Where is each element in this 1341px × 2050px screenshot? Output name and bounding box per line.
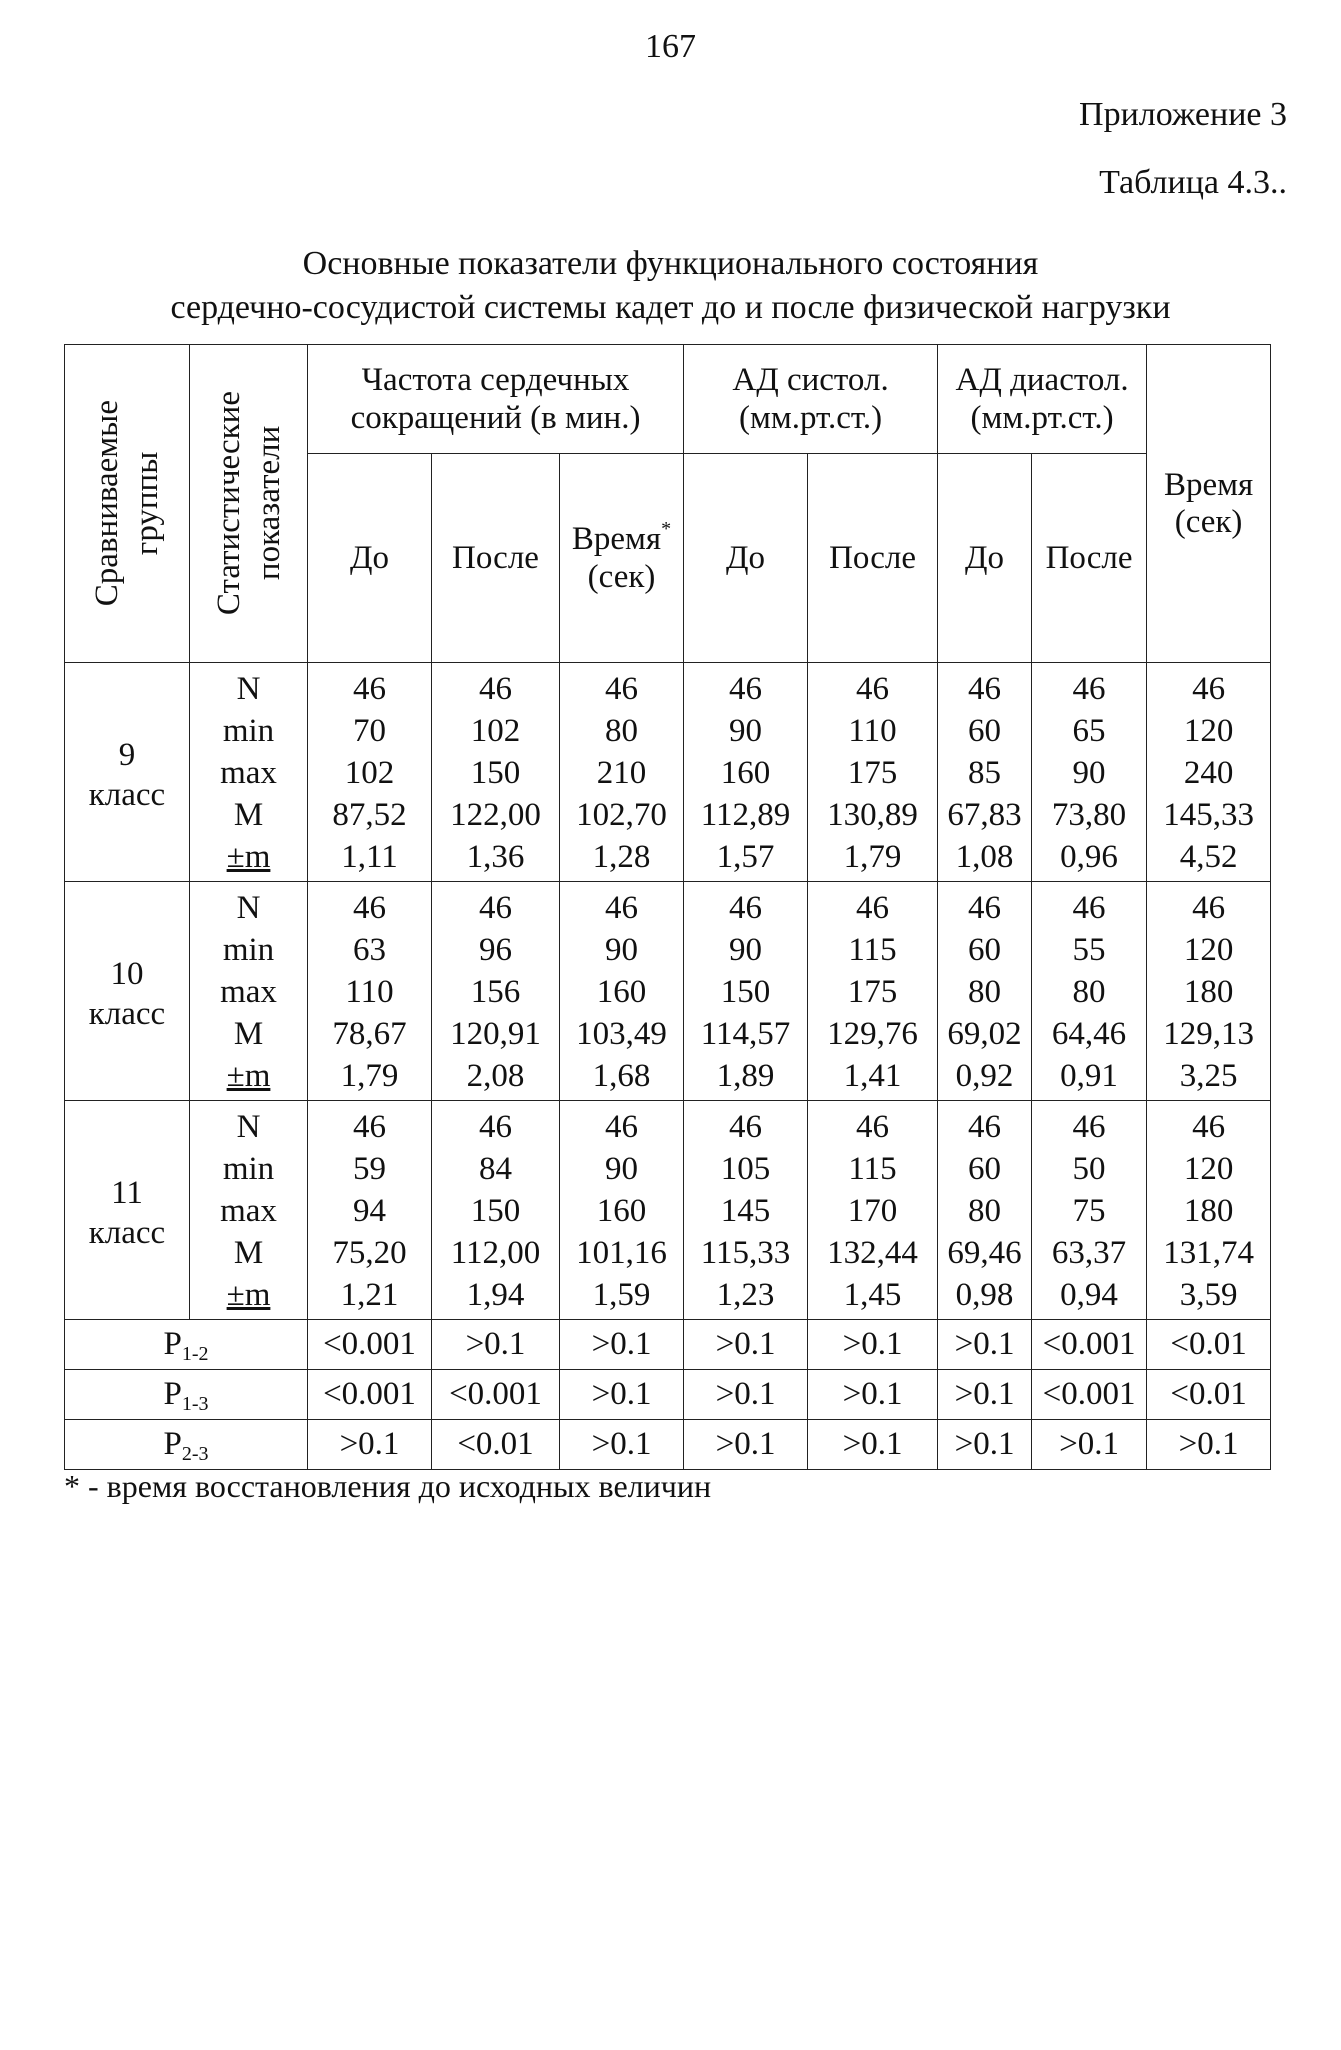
cell: 70 [308, 710, 432, 752]
table-row [65, 1190, 1271, 1232]
cell: >0.1 [684, 1370, 808, 1420]
cell: 46 [308, 882, 432, 930]
table-row [65, 1148, 1271, 1190]
cell: 102,70 [560, 794, 684, 836]
cell: 170 [808, 1190, 938, 1232]
cell: 0,91 [1032, 1055, 1147, 1101]
cell: 73,80 [1032, 794, 1147, 836]
cell: 90 [684, 929, 808, 971]
cell: 110 [308, 971, 432, 1013]
stat-label: ±m [190, 836, 308, 882]
table-row [65, 1274, 1271, 1320]
cell: 69,02 [938, 1013, 1032, 1055]
cell: 2,08 [432, 1055, 560, 1101]
cell: 60 [938, 710, 1032, 752]
cell: 46 [808, 663, 938, 711]
cell: 46 [684, 663, 808, 711]
cell: 90 [560, 929, 684, 971]
cell: 120,91 [432, 1013, 560, 1055]
cell: 1,08 [938, 836, 1032, 882]
cell: 94 [308, 1190, 432, 1232]
cell: 46 [1147, 882, 1271, 930]
cell: 64,46 [1032, 1013, 1147, 1055]
cell: 101,16 [560, 1232, 684, 1274]
cell: 120 [1147, 710, 1271, 752]
cell: 46 [308, 1101, 432, 1149]
title-line-2: сердечно-сосудистой системы кадет до и после физической нагрузки [170, 289, 1171, 326]
cell: 75,20 [308, 1232, 432, 1274]
stat-label: min [190, 929, 308, 971]
cell: 46 [1147, 663, 1271, 711]
cell: 46 [560, 663, 684, 711]
cell: >0.1 [1147, 1420, 1271, 1470]
cell: 90 [1032, 752, 1147, 794]
cell: >0.1 [808, 1420, 938, 1470]
cell: 1,94 [432, 1274, 560, 1320]
group-label: 11 класс [65, 1101, 190, 1320]
cell: 175 [808, 971, 938, 1013]
cell: 90 [560, 1148, 684, 1190]
cell: 85 [938, 752, 1032, 794]
cell: 129,13 [1147, 1013, 1271, 1055]
stat-label: N [190, 1101, 308, 1149]
cell: 1,68 [560, 1055, 684, 1101]
cell: 46 [684, 882, 808, 930]
group-label: 9 класс [65, 663, 190, 882]
stat-label: ±m [190, 1274, 308, 1320]
cell: <0.01 [1147, 1320, 1271, 1370]
group-9 [65, 663, 1271, 882]
cell: 50 [1032, 1148, 1147, 1190]
cell: <0.001 [1032, 1370, 1147, 1420]
table-row [65, 794, 1271, 836]
page-number: 167 [645, 28, 696, 65]
title-line-1: Основные показатели функционального состояния [302, 245, 1039, 282]
table-row [65, 929, 1271, 971]
cell: 46 [432, 882, 560, 930]
cell: <0.001 [308, 1370, 432, 1420]
header-sys-before: До [684, 454, 808, 663]
cell: 1,11 [308, 836, 432, 882]
cell: 1,59 [560, 1274, 684, 1320]
cell: 1,23 [684, 1274, 808, 1320]
cell: 210 [560, 752, 684, 794]
cell: 84 [432, 1148, 560, 1190]
cell: 132,44 [808, 1232, 938, 1274]
stat-label: M [190, 1232, 308, 1274]
cell: 112,89 [684, 794, 808, 836]
cell: 150 [432, 1190, 560, 1232]
cell: 46 [1032, 663, 1147, 711]
cell: >0.1 [684, 1320, 808, 1370]
cell: 46 [938, 663, 1032, 711]
p-label: $P_{2-3}$ [65, 1420, 308, 1470]
cell: 102 [308, 752, 432, 794]
table-title [0, 242, 1341, 330]
stat-label: N [190, 882, 308, 930]
header-dia-after: После [1032, 454, 1147, 663]
stat-label: N [190, 663, 308, 711]
cell: 110 [808, 710, 938, 752]
table-row [65, 710, 1271, 752]
header-heart-rate: Частота сердечных сокращений (в мин.) [308, 345, 684, 454]
cell: 1,89 [684, 1055, 808, 1101]
stat-label: max [190, 971, 308, 1013]
cell: 46 [560, 882, 684, 930]
p-row [65, 1420, 1271, 1470]
cell: 75 [1032, 1190, 1147, 1232]
cell: 80 [938, 1190, 1032, 1232]
appendix-label: Приложение 3 [1079, 96, 1287, 133]
data-table [64, 344, 1271, 1470]
cell: 67,83 [938, 794, 1032, 836]
cell: 120 [1147, 929, 1271, 971]
cell: 112,00 [432, 1232, 560, 1274]
cell: 87,52 [308, 794, 432, 836]
cell: 145 [684, 1190, 808, 1232]
stat-label: max [190, 1190, 308, 1232]
cell: >0.1 [560, 1320, 684, 1370]
cell: 122,00 [432, 794, 560, 836]
cell: >0.1 [432, 1320, 560, 1370]
p-label: $P_{1-3}$ [65, 1370, 308, 1420]
cell: 63,37 [1032, 1232, 1147, 1274]
cell: 1,79 [308, 1055, 432, 1101]
header-diastolic: АД диастол. (мм.рт.ст.) [938, 345, 1147, 454]
stat-label: min [190, 1148, 308, 1190]
cell: >0.1 [308, 1420, 432, 1470]
cell: 59 [308, 1148, 432, 1190]
cell: 80 [938, 971, 1032, 1013]
stat-label: M [190, 1013, 308, 1055]
cell: 0,96 [1032, 836, 1147, 882]
cell: 1,57 [684, 836, 808, 882]
cell: 150 [684, 971, 808, 1013]
table-row [65, 1055, 1271, 1101]
group-11 [65, 1101, 1271, 1320]
table-row [65, 663, 1271, 711]
cell: 63 [308, 929, 432, 971]
table-row [65, 1013, 1271, 1055]
cell: 150 [432, 752, 560, 794]
group-10 [65, 882, 1271, 1101]
cell: 120 [1147, 1148, 1271, 1190]
cell: 80 [560, 710, 684, 752]
cell: 1,45 [808, 1274, 938, 1320]
cell: 78,67 [308, 1013, 432, 1055]
header-hr-time: Время* (сек) [560, 454, 684, 663]
table-row [65, 882, 1271, 930]
cell: <0.01 [432, 1420, 560, 1470]
cell: 145,33 [1147, 794, 1271, 836]
stat-label: M [190, 794, 308, 836]
cell: 3,25 [1147, 1055, 1271, 1101]
cell: 175 [808, 752, 938, 794]
cell: 46 [432, 663, 560, 711]
cell: 80 [1032, 971, 1147, 1013]
cell: 131,74 [1147, 1232, 1271, 1274]
cell: 46 [1147, 1101, 1271, 1149]
p-row [65, 1370, 1271, 1420]
group-label: 10 класс [65, 882, 190, 1101]
cell: 160 [560, 971, 684, 1013]
cell: 3,59 [1147, 1274, 1271, 1320]
cell: 180 [1147, 971, 1271, 1013]
cell: 0,94 [1032, 1274, 1147, 1320]
cell: <0.001 [1032, 1320, 1147, 1370]
cell: 130,89 [808, 794, 938, 836]
p-value-rows [65, 1320, 1271, 1470]
cell: 4,52 [1147, 836, 1271, 882]
cell: <0.001 [308, 1320, 432, 1370]
cell: 46 [1032, 882, 1147, 930]
cell: 180 [1147, 1190, 1271, 1232]
cell: 129,76 [808, 1013, 938, 1055]
cell: 1,36 [432, 836, 560, 882]
cell: 46 [808, 1101, 938, 1149]
header-time: Время (сек) [1147, 345, 1271, 663]
table-row [65, 971, 1271, 1013]
cell: 160 [684, 752, 808, 794]
table-row [65, 1232, 1271, 1274]
cell: >0.1 [560, 1420, 684, 1470]
cell: 46 [808, 882, 938, 930]
cell: 115,33 [684, 1232, 808, 1274]
cell: 102 [432, 710, 560, 752]
cell: 46 [432, 1101, 560, 1149]
cell: 160 [560, 1190, 684, 1232]
table-row [65, 752, 1271, 794]
cell: 115 [808, 929, 938, 971]
cell: 90 [684, 710, 808, 752]
cell: >0.1 [938, 1420, 1032, 1470]
cell: <0.001 [432, 1370, 560, 1420]
cell: 103,49 [560, 1013, 684, 1055]
cell: 1,28 [560, 836, 684, 882]
cell: 46 [560, 1101, 684, 1149]
cell: 46 [1032, 1101, 1147, 1149]
cell: >0.1 [938, 1370, 1032, 1420]
header-hr-after: После [432, 454, 560, 663]
cell: 55 [1032, 929, 1147, 971]
cell: 60 [938, 929, 1032, 971]
cell: 114,57 [684, 1013, 808, 1055]
header-systolic: АД систол. (мм.рт.ст.) [684, 345, 938, 454]
stat-label: ±m [190, 1055, 308, 1101]
stat-label: min [190, 710, 308, 752]
cell: >0.1 [808, 1370, 938, 1420]
cell: 1,79 [808, 836, 938, 882]
cell: 1,21 [308, 1274, 432, 1320]
cell: 60 [938, 1148, 1032, 1190]
cell: 46 [308, 663, 432, 711]
header-stats: Статистические показатели [190, 345, 308, 663]
cell: 1,41 [808, 1055, 938, 1101]
header-dia-before: До [938, 454, 1032, 663]
cell: 96 [432, 929, 560, 971]
header-groups: Сравниваемые группы [65, 345, 190, 663]
cell: >0.1 [808, 1320, 938, 1370]
cell: 65 [1032, 710, 1147, 752]
cell: 240 [1147, 752, 1271, 794]
footnote: * - время восстановления до исходных величин [64, 1468, 712, 1504]
cell: 46 [938, 882, 1032, 930]
table-row [65, 1101, 1271, 1149]
cell: 156 [432, 971, 560, 1013]
p-label: $P_{1-2}$ [65, 1320, 308, 1370]
header-hr-before: До [308, 454, 432, 663]
table-label: Таблица 4.3.. [1099, 164, 1287, 201]
stat-label: max [190, 752, 308, 794]
cell: >0.1 [684, 1420, 808, 1470]
cell: >0.1 [938, 1320, 1032, 1370]
p-row [65, 1320, 1271, 1370]
cell: <0.01 [1147, 1370, 1271, 1420]
cell: 0,92 [938, 1055, 1032, 1101]
cell: >0.1 [1032, 1420, 1147, 1470]
cell: 0,98 [938, 1274, 1032, 1320]
cell: 46 [938, 1101, 1032, 1149]
cell: 69,46 [938, 1232, 1032, 1274]
cell: >0.1 [560, 1370, 684, 1420]
table-row [65, 836, 1271, 882]
cell: 46 [684, 1101, 808, 1149]
header-sys-after: После [808, 454, 938, 663]
cell: 105 [684, 1148, 808, 1190]
cell: 115 [808, 1148, 938, 1190]
